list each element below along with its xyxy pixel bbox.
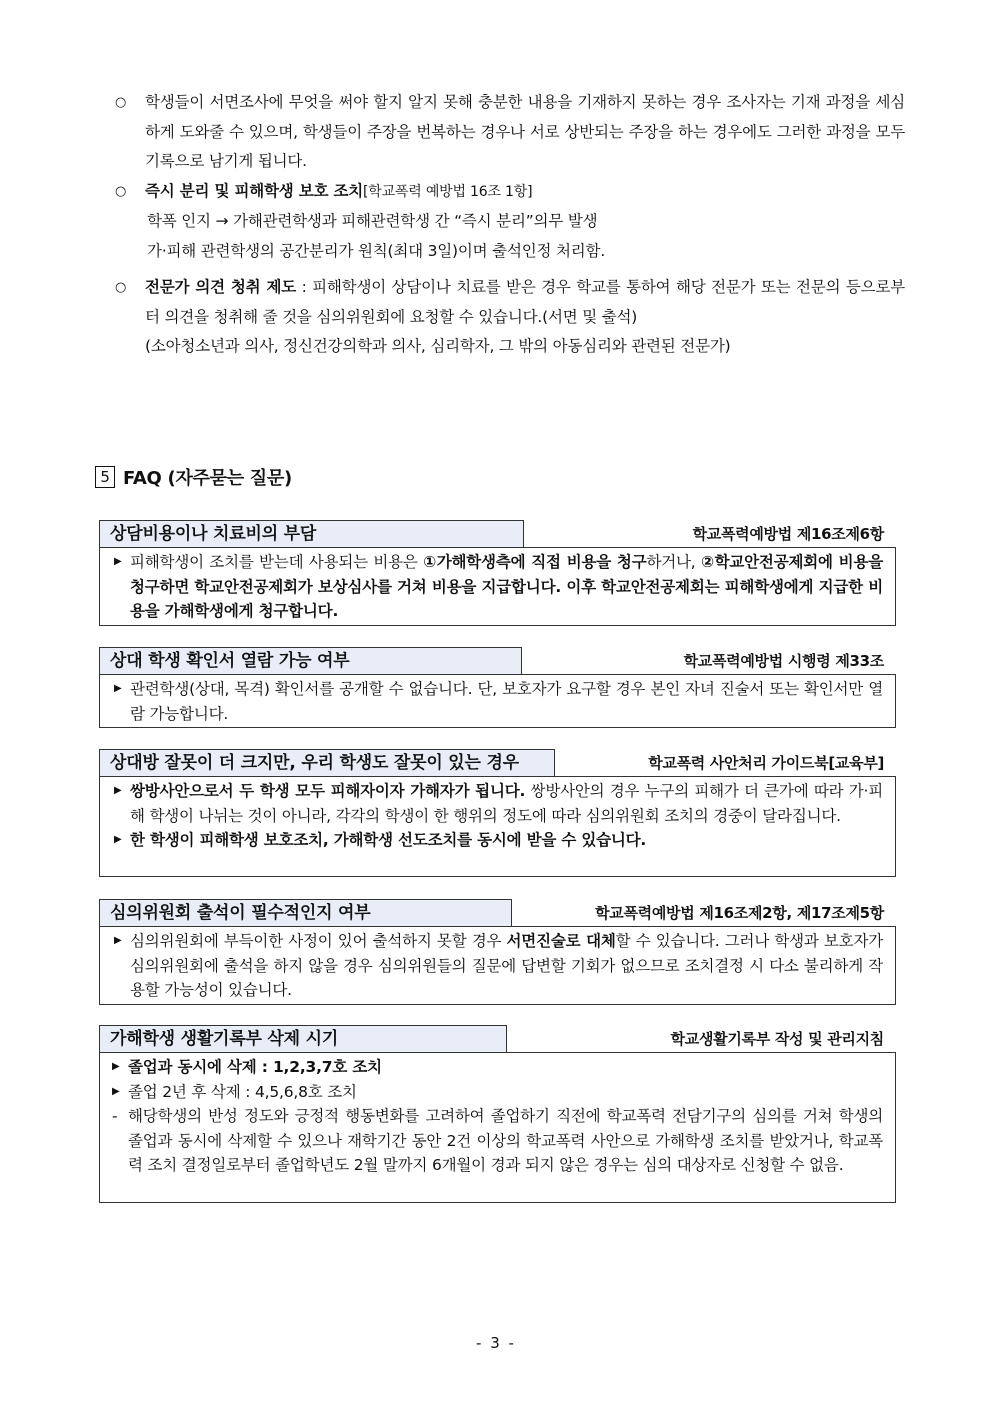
faq-text: 관련학생(상대, 목격) 확인서를 공개할 수 없습니다. 단, 보호자가 요구할 경우 본인 자녀 진술서 또는 확인서만 열람 가능합니다. — [130, 680, 883, 723]
bullet-title: 전문가 의견 청취 제도 — [145, 278, 297, 296]
page-number: - 3 - — [476, 1334, 516, 1352]
faq-body — [99, 1052, 896, 1203]
faq-text-bold: 졸업과 동시에 삭제 : 1,2,3,7호 조치 — [128, 1058, 382, 1076]
bullet-text: : 피해학생이 상담이나 치료를 받은 경우 학교를 통하여 해당 전문가 또는 전문의 등으로부터 의견을 청취해 줄 것을 심의위원회에 요청할 수 있습니다.(서면 및 출석) — [145, 278, 905, 326]
faq-item — [112, 1055, 883, 1080]
faq-title: 상대방 잘못이 더 크지만, 우리 학생도 잘못이 있는 경우 — [99, 749, 555, 776]
faq-body — [99, 926, 896, 1005]
faq-statement-access — [99, 647, 896, 729]
faq-law-reference: 학교폭력예방법 시행령 제33조 — [683, 652, 884, 670]
section-title: FAQ (자주묻는 질문) — [123, 468, 292, 489]
bullet-title: 즉시 분리 및 피해학생 보호 조치 — [145, 181, 364, 200]
triangle-bullet-icon: ▶ — [114, 785, 122, 796]
triangle-bullet-icon: ▶ — [114, 834, 122, 845]
faq-item — [114, 677, 883, 726]
faq-title: 가해학생 생활기록부 삭제 시기 — [99, 1025, 507, 1052]
faq-record-deletion — [99, 1025, 896, 1203]
faq-item — [114, 929, 883, 1003]
faq-title: 상담비용이나 치료비의 부담 — [99, 520, 524, 547]
faq-text-bold: 서면진술로 대체 — [506, 932, 616, 950]
faq-text: 할 수 있습니다. 그러나 학생과 보호자가 심의위원회에 출석을 하지 않을 경우 심의위원들의 질문에 답변할 기회가 없으므로 조치결정 시 다소 불리하게 작용할 가능성이 있습니다. — [130, 932, 884, 999]
section-number-box: 5 — [95, 466, 115, 488]
bullet-expert-opinion — [115, 273, 905, 362]
bullet-line: 학폭 인지 → 가해관련학생과 피해관련학생 간 “즉시 분리”의무 발생 — [147, 212, 598, 230]
faq-item — [114, 779, 883, 828]
faq-item — [114, 550, 883, 624]
bullet-immediate-separation — [115, 177, 905, 267]
triangle-bullet-icon: ▶ — [114, 683, 122, 694]
bullet-note: (소아청소년과 의사, 정신건강의학과 의사, 심리학자, 그 밖의 아동심리와 관련된 전문가) — [145, 337, 731, 355]
faq-text: 피해학생이 조치를 받는데 사용되는 비용은 — [130, 553, 424, 571]
faq-text-bold: 쌍방사안으로서 두 학생 모두 피해자이자 가해자가 됩니다. — [130, 782, 526, 800]
circle-bullet-icon: ○ — [115, 95, 127, 110]
triangle-bullet-icon: ▶ — [114, 935, 122, 946]
faq-law-reference: 학교폭력예방법 제16조제6항 — [692, 525, 884, 543]
law-reference: [학교폭력 예방법 16조 1항] — [363, 183, 533, 200]
triangle-bullet-icon: ▶ — [112, 1061, 120, 1072]
faq-law-reference: 학교생활기록부 작성 및 관리지침 — [670, 1030, 884, 1048]
faq-law-reference: 학교폭력 사안처리 가이드북[교육부] — [648, 754, 884, 772]
faq-text: 쌍방사안의 경우 누구의 피해가 더 큰가에 따라 가·피해 학생이 나뉘는 것이 아니라, 각각의 학생이 한 행위의 정도에 따라 심의위원회 조치의 경중이 달라집니다. — [130, 782, 884, 825]
section-heading — [95, 464, 292, 490]
faq-body — [99, 674, 896, 728]
faq-text-bold: ①가해학생측에 직접 비용을 청구 — [423, 553, 647, 571]
circle-bullet-icon: ○ — [115, 280, 127, 295]
faq-item — [112, 1080, 883, 1105]
faq-mutual-fault — [99, 749, 896, 877]
faq-law-reference: 학교폭력예방법 제16조제2항, 제17조제5항 — [595, 904, 884, 922]
bullet-text: 학생들이 서면조사에 무엇을 써야 할지 알지 못해 충분한 내용을 기재하지 못하는 경우 조사자는 기재 과정을 세심하게 도와줄 수 있으며, 학생들이 주장을 번복하는 경우나 서로 상반되는 주장을 하는 경우에도 그러한 과정을 모두 기록으로 남기게 됩니다. — [145, 93, 905, 170]
faq-dash-item — [112, 1104, 883, 1178]
faq-text: 하거나, — [646, 553, 701, 571]
faq-item — [114, 828, 883, 853]
faq-title: 심의위원회 출석이 필수적인지 여부 — [99, 899, 512, 926]
intro-bullets — [115, 88, 905, 362]
dash-bullet: - — [112, 1107, 118, 1125]
bullet-written-survey — [115, 88, 905, 177]
faq-counseling-cost — [99, 520, 896, 626]
faq-text: 해당학생의 반성 정도와 긍정적 행동변화를 고려하여 졸업하기 직전에 학교폭력 전담기구의 심의를 거쳐 학생의 졸업과 동시에 삭제할 수 있으나 재학기간 동안 2건 이상의 학교폭력 사안으로 가해학생 조치를 받았거나, 학교폭력 조치 결정일로부터 졸업학년도 2월 말까지 6개월이 경과 되지 않은 경우는 심의 대상자로 신청할 수 없음. — [128, 1107, 883, 1174]
faq-body — [99, 776, 896, 877]
faq-title: 상대 학생 확인서 열람 가능 여부 — [99, 647, 522, 674]
triangle-bullet-icon: ▶ — [114, 556, 122, 567]
faq-text-bold: ②학교안전공제회에 비용을 청구하면 학교안전공제회가 보상심사를 거쳐 비용을 지급합니다. 이후 학교안전공제회는 피해학생에게 지급한 비용을 가해학생에게 청구합니다. — [130, 553, 884, 620]
faq-attendance-required — [99, 899, 896, 1005]
faq-text: 심의위원회에 부득이한 사정이 있어 출석하지 못할 경우 — [130, 932, 507, 950]
bullet-line: 가·피해 관련학생의 공간분리가 원칙(최대 3일)이며 출석인정 처리함. — [147, 241, 606, 260]
faq-text: 졸업 2년 후 삭제 : 4,5,6,8호 조치 — [128, 1082, 357, 1101]
triangle-bullet-icon: ▶ — [112, 1085, 120, 1097]
faq-text-bold: 한 학생이 피해학생 보호조치, 가해학생 선도조치를 동시에 받을 수 있습니다. — [130, 831, 647, 849]
circle-bullet-icon: ○ — [115, 183, 127, 199]
faq-body — [99, 547, 896, 626]
